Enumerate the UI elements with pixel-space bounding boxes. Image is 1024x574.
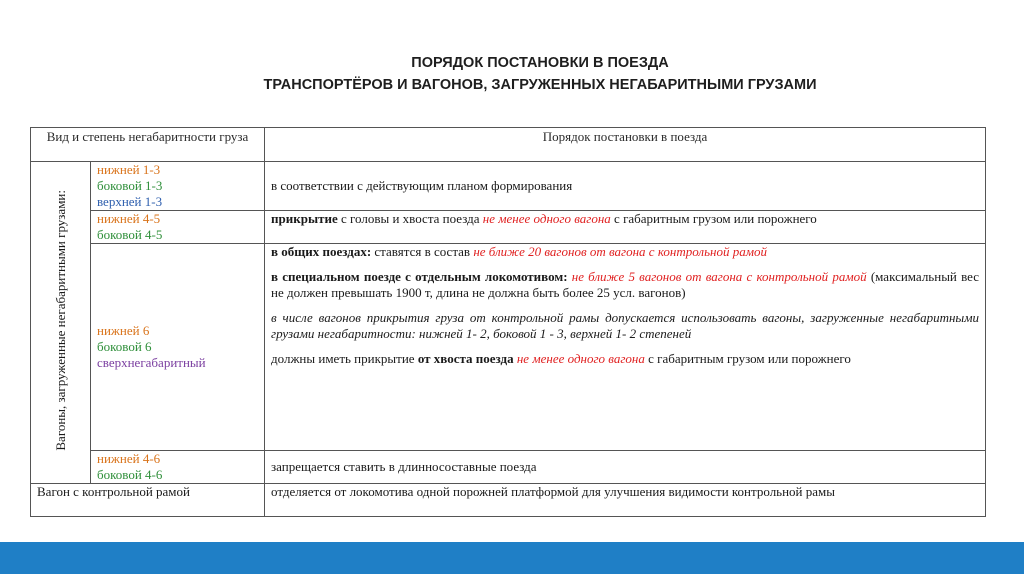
order-paragraph xyxy=(271,244,979,260)
table-row xyxy=(31,162,986,211)
order-paragraph xyxy=(271,310,979,342)
table-row xyxy=(31,211,986,244)
type-item: боковой 6 xyxy=(97,339,152,354)
header-col-type: Вид и степень негабаритности груза xyxy=(31,128,265,162)
order-text: с габаритным грузом или порожнего xyxy=(610,211,817,226)
order-text: с габаритным грузом или порожнего xyxy=(644,351,851,366)
type-item: нижней 1-3 xyxy=(97,162,161,177)
type-cell xyxy=(91,162,265,211)
order-bold: в специальном поезде с отдельным локомотивом: xyxy=(271,269,568,284)
order-highlight: не ближе 5 вагонов от вагона с контрольной рамой xyxy=(567,269,867,284)
table-header-row xyxy=(31,128,986,162)
table-row xyxy=(31,451,986,484)
order-bold: прикрытие xyxy=(271,211,338,226)
order-paragraph xyxy=(271,269,979,301)
order-bold: в общих поездах: xyxy=(271,244,372,259)
title-line-2: ТРАНСПОРТЁРОВ И ВАГОНОВ, ЗАГРУЖЕННЫХ НЕГАБАРИТНЫМИ ГРУЗАМИ xyxy=(263,77,817,93)
order-text: с головы и хвоста поезда xyxy=(337,211,483,226)
type-item: верхней 1-3 xyxy=(97,194,163,209)
order-cell: в соответствии с действующим планом формирования xyxy=(265,162,986,211)
control-frame-label: Вагон с контрольной рамой xyxy=(31,484,265,517)
order-highlight: не менее одного вагона xyxy=(513,351,645,366)
footer-bar xyxy=(0,542,1024,574)
order-highlight: не ближе 20 вагонов от вагона с контрольной рамой xyxy=(473,244,768,259)
type-cell xyxy=(91,244,265,451)
order-highlight: не менее одного вагона xyxy=(482,211,611,226)
type-cell xyxy=(91,211,265,244)
type-item: боковой 1-3 xyxy=(97,178,163,193)
order-paragraph xyxy=(271,351,979,367)
order-text: ставятся в состав xyxy=(371,244,474,259)
type-item: боковой 4-6 xyxy=(97,467,163,482)
type-item: боковой 4-5 xyxy=(97,227,163,242)
order-italic: в числе вагонов прикрытия груза от контрольной рамы допускается использовать вагоны, загруженные негабаритными грузами негабаритности: нижней 1- 2, боковой 1 - 3, верхней 1- 2 степеней xyxy=(271,310,980,341)
order-cell xyxy=(265,244,986,451)
page-title xyxy=(140,52,940,96)
order-text: (максимальный вес не должен превышать 1900 т, длина не должна быть более 25 усл. вагонов) xyxy=(271,269,980,300)
order-cell: отделяется от локомотива одной порожней платформой для улучшения видимости контрольной рамы xyxy=(265,484,986,517)
order-bold: от хвоста поезда xyxy=(417,351,514,366)
table-row xyxy=(31,244,986,451)
vertical-group-label xyxy=(31,162,91,484)
table-row xyxy=(31,484,986,517)
title-line-1: ПОРЯДОК ПОСТАНОВКИ В ПОЕЗДА xyxy=(411,55,669,71)
type-item: нижней 4-5 xyxy=(97,211,161,226)
vertical-label-text: Вагоны, загруженные негабаритными грузами: xyxy=(52,190,68,451)
order-cell: запрещается ставить в длинносоставные поезда xyxy=(265,451,986,484)
order-cell xyxy=(265,211,986,244)
placement-table xyxy=(30,127,986,517)
type-item: нижней 4-6 xyxy=(97,451,161,466)
type-item: нижней 6 xyxy=(97,323,150,338)
type-cell xyxy=(91,451,265,484)
type-item: сверхнегабаритный xyxy=(97,355,206,370)
order-text: должны иметь прикрытие xyxy=(271,351,418,366)
header-col-order: Порядок постановки в поезда xyxy=(265,128,986,162)
